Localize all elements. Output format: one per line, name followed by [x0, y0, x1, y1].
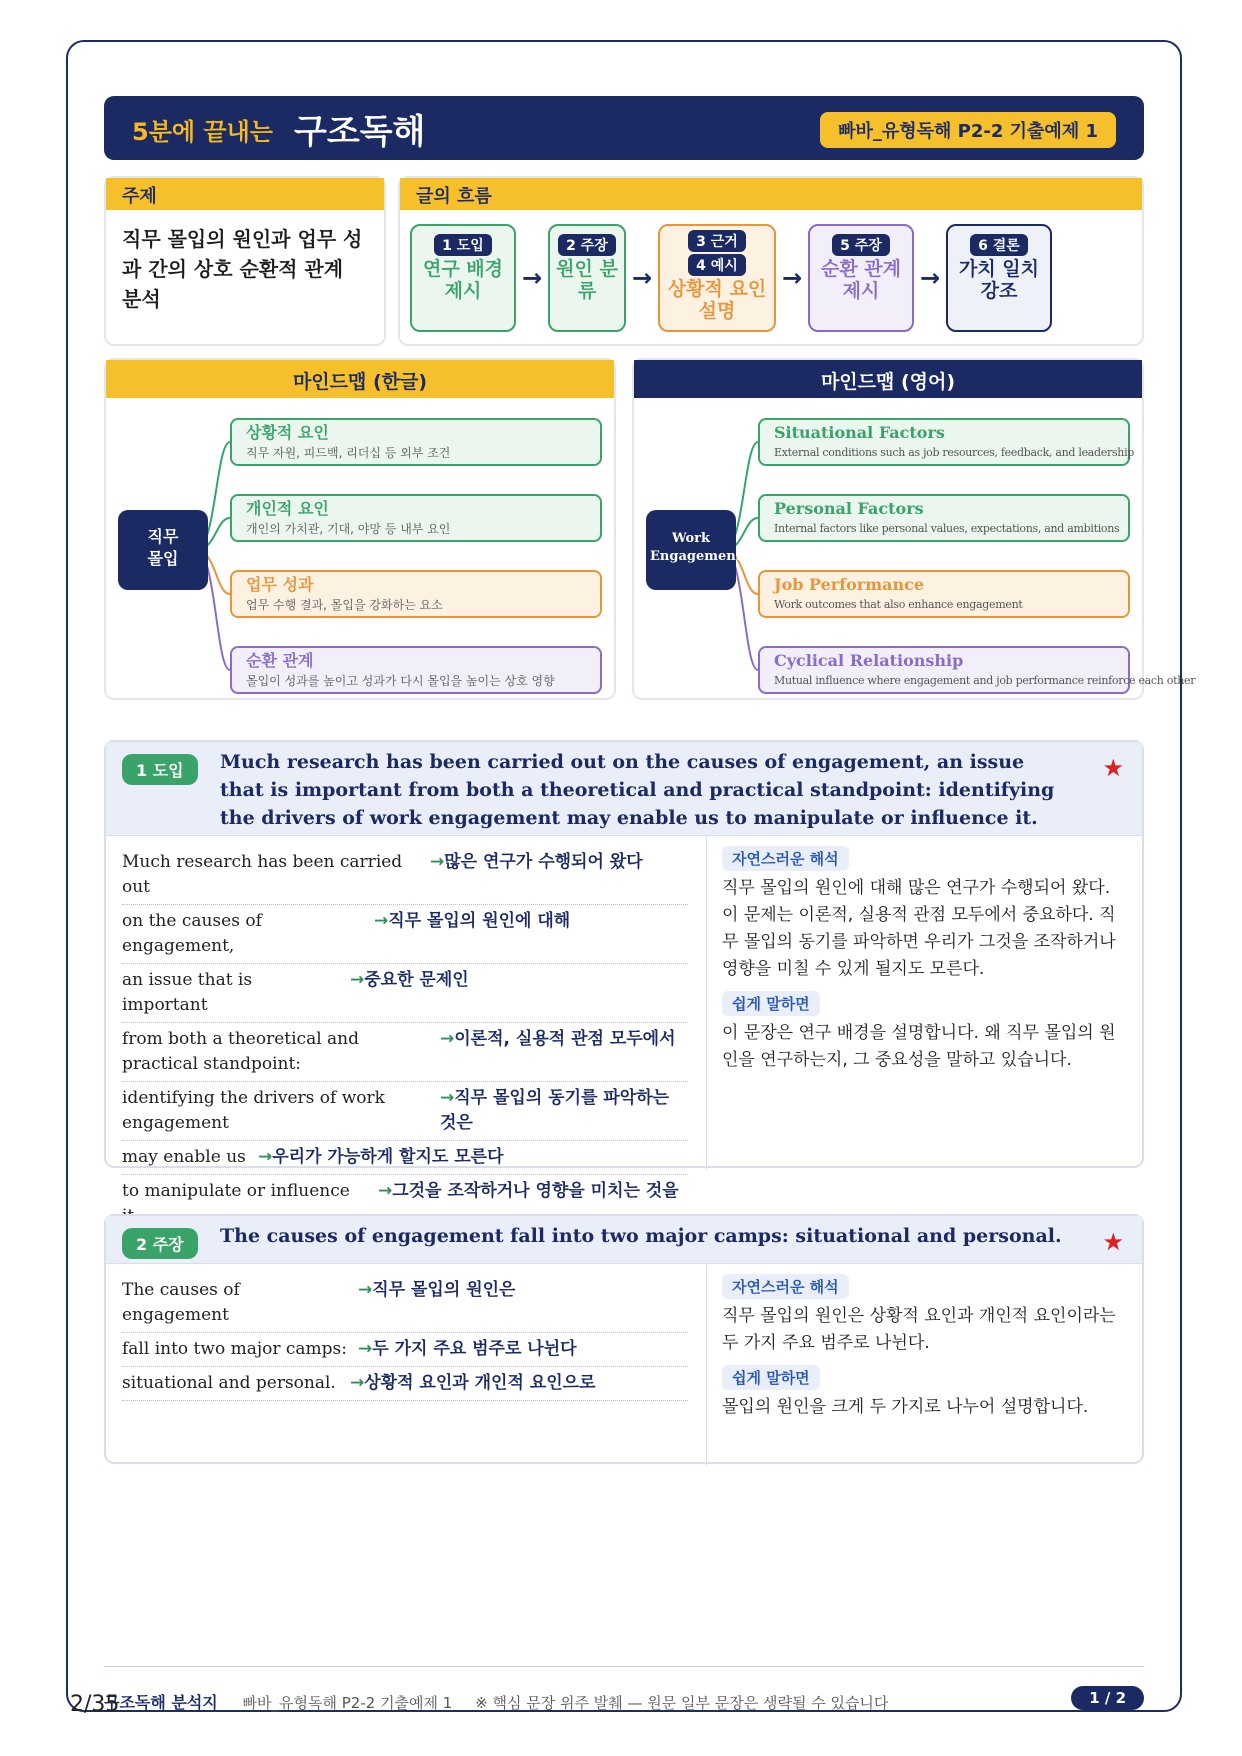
flow-step [548, 224, 626, 332]
arrow-icon: → [440, 1029, 455, 1049]
chunk-korean [432, 1086, 688, 1136]
mindmap-node [758, 570, 1130, 618]
chunk-korean-text: 중요한 문제인 [364, 970, 469, 990]
easy-explanation: 몰입의 원인을 크게 두 가지로 나누어 설명합니다. [722, 1397, 1089, 1417]
arrow-icon: → [440, 1088, 455, 1108]
topic-label: 주제 [106, 178, 384, 210]
chunk-english: on the causes of engagement, [122, 911, 262, 956]
arrow-icon: → [358, 1339, 373, 1359]
chunk-korean [350, 1337, 577, 1362]
sentence-tag: 2 주장 [122, 1228, 198, 1259]
easy-label: 쉽게 말하면 [722, 991, 820, 1016]
chunk-english: an issue that is important [122, 970, 253, 1015]
flow-step-tag: 3 근거 [688, 230, 746, 252]
chunk-english: The causes of engagement [122, 1280, 240, 1325]
mindmap-english-title: 마인드맵 (영어) [634, 360, 1142, 398]
flow-step-tag: 4 예시 [688, 254, 746, 276]
natural-translation: 직무 몰입의 원인은 상황적 요인과 개인적 요인이라는 두 가지 주요 범주로 나뉜다. [722, 1306, 1116, 1353]
chunk-korean-text: 그것을 조작하거나 영향을 미치는 것을 [392, 1181, 679, 1201]
chunk-korean [342, 968, 469, 1018]
mindmap-center: 직무 몰입 [118, 510, 208, 590]
chunk-row [122, 905, 688, 964]
chunk-row [122, 1333, 688, 1367]
chunk-row [122, 1367, 688, 1401]
mindmap-node [758, 494, 1130, 542]
chunk-row [122, 1082, 688, 1141]
arrow-icon: → [358, 1280, 373, 1300]
flow-arrow: → [782, 264, 803, 292]
easy-explanation: 이 문장은 연구 배경을 설명합니다. 왜 직무 몰입의 원인을 연구하는지, 그 중요성을 말하고 있습니다. [722, 1023, 1116, 1070]
chunk-english: may enable us [122, 1147, 246, 1167]
mindmap-korean [104, 358, 616, 700]
mindmap-center: Work Engagement [646, 510, 736, 590]
flow-step-label: 상황적 요인 설명 [667, 278, 767, 322]
mindmap-node-title: 업무 성과 [246, 575, 314, 594]
mindmap-node-desc: Internal factors like personal values, expectations, and ambitions [774, 522, 1120, 535]
footer [104, 1690, 888, 1713]
chunk-korean-text: 직무 몰입의 원인은 [372, 1280, 516, 1300]
footer-source: 빠바_유형독해 P2-2 기출예제 1 [242, 1694, 453, 1712]
chunk-list [122, 1274, 688, 1401]
flow-step-label: 원인 분류 [556, 258, 618, 302]
mindmap-node-title: Cyclical Relationship [774, 651, 964, 670]
page-indicator: 1 / 2 [1071, 1686, 1144, 1710]
sentence-header [106, 742, 1142, 836]
chunk-row [122, 1274, 688, 1333]
flow-step-label: 순환 관계 제시 [820, 258, 902, 302]
chunk-english: from both a theoretical and practical standpoint: [122, 1029, 360, 1074]
natural-translation: 직무 몰입의 원인에 대해 많은 연구가 수행되어 왔다. 이 문제는 이론적, 실용적 관점 모두에서 중요하다. 직무 몰입의 동기를 파악하면 우리가 그것을 조작하거나 영향을 미칠 수 있게 될지도 모른다. [722, 878, 1116, 979]
mindmap-node-title: Situational Factors [774, 423, 945, 442]
sentence-text: Much research has been carried out on the causes of engagement, an issue that is important from both a theoretical and practical standpoint: identifying the drivers of work engagement may enable us to manipulate or influence it. [220, 751, 1055, 829]
chunk-row [122, 1141, 688, 1175]
chunk-korean [432, 1027, 676, 1077]
flow-step [410, 224, 516, 332]
chunk-row [122, 1023, 688, 1082]
flow-box [398, 176, 1144, 346]
sentence-block [104, 1214, 1144, 1464]
sentence-text: The causes of engagement fall into two major camps: situational and personal. [220, 1225, 1062, 1247]
mindmap-node-title: Job Performance [774, 575, 925, 594]
chunk-korean-text: 직무 몰입의 원인에 대해 [388, 911, 571, 931]
chunk-english: situational and personal. [122, 1373, 336, 1393]
flow-step [808, 224, 914, 332]
mindmap-node-desc: 직무 자원, 피드백, 리더십 등 외부 조건 [246, 446, 451, 460]
arrow-icon: → [350, 1373, 365, 1393]
sentence-block [104, 740, 1144, 1201]
flow-label: 글의 흐름 [400, 178, 1142, 210]
flow-step-tag: 2 주장 [558, 234, 616, 256]
flow-arrow: → [920, 264, 941, 292]
interpretation-panel [722, 1274, 1122, 1429]
mindmap-node-title: Personal Factors [774, 499, 924, 518]
page-frame [66, 40, 1196, 1712]
header-subtitle: 5분에 끝내는 [132, 118, 273, 146]
chunk-english: to manipulate or influence [122, 1181, 350, 1201]
topic-box [104, 176, 386, 346]
footer-note: ※ 핵심 문장 위주 발췌 — 원문 일부 문장은 생략될 수 있습니다 [475, 1694, 889, 1712]
arrow-icon: → [378, 1181, 393, 1201]
natural-label: 자연스러운 해석 [722, 846, 849, 871]
chunk-korean [366, 909, 570, 959]
mindmap-node-title: 순환 관계 [246, 651, 314, 670]
flow-arrow: → [522, 264, 543, 292]
natural-label: 자연스러운 해석 [722, 1274, 849, 1299]
easy-label: 쉽게 말하면 [722, 1365, 820, 1390]
chunk-english: Much research has been carried out [122, 852, 403, 897]
sentence-header [106, 1216, 1142, 1264]
mindmap-korean-title: 마인드맵 (한글) [106, 360, 614, 398]
column-divider [706, 836, 707, 1170]
page-number: 2/35 [70, 1692, 120, 1717]
mindmap-node-desc: Work outcomes that also enhance engagement [774, 598, 1023, 611]
flow-step-tag: 6 결론 [970, 234, 1028, 256]
mindmap-node [230, 418, 602, 466]
mindmap-english [632, 358, 1196, 700]
chunk-korean-text: 우리가 가능하게 할지도 모른다 [272, 1147, 504, 1167]
chunk-english: identifying the drivers of work engagement [122, 1088, 385, 1133]
chunk-korean [342, 1371, 596, 1396]
chunk-list [122, 846, 688, 1234]
chunk-row [122, 964, 688, 1023]
flow-step-tag: 1 도입 [434, 234, 492, 256]
flow-step [658, 224, 776, 332]
chunk-english: fall into two major camps: [122, 1339, 347, 1359]
flow-step-label: 연구 배경 제시 [422, 258, 504, 302]
sentence-tag: 1 도입 [122, 754, 198, 785]
mindmap-node [758, 418, 1135, 466]
mindmap-node-desc: 몰입이 성과를 높이고 성과가 다시 몰입을 높이는 상호 영향 [246, 674, 555, 688]
mindmap-node [230, 494, 602, 542]
interpretation-panel [722, 846, 1122, 1082]
flow-step-tag: 5 주장 [832, 234, 890, 256]
header-title: 구조독해 [294, 112, 426, 152]
footer-title: 구조독해 분석지 [104, 1693, 218, 1712]
page-header [104, 96, 1144, 160]
chunk-korean [350, 1278, 515, 1328]
mindmap-node-desc: 개인의 가치관, 기대, 야망 등 내부 요인 [246, 522, 451, 536]
chunk-korean-text: 직무 몰입의 동기를 파악하는 것은 [440, 1088, 670, 1133]
arrow-icon: → [258, 1147, 273, 1167]
arrow-icon: → [350, 970, 365, 990]
star-icon: ★ [1102, 1228, 1124, 1256]
mindmap-node [230, 570, 602, 618]
footer-divider [104, 1666, 1144, 1667]
topic-text: 직무 몰입의 원인과 업무 성과 간의 상호 순환적 관계 분석 [122, 227, 363, 311]
chunk-korean [250, 1145, 504, 1170]
star-icon: ★ [1102, 754, 1124, 782]
chunk-korean [422, 850, 643, 900]
chunk-korean-text: 이론적, 실용적 관점 모두에서 [454, 1029, 676, 1049]
flow-step [946, 224, 1052, 332]
arrow-icon: → [430, 852, 445, 872]
mindmap-node [758, 646, 1196, 694]
mindmap-node-desc: Mutual influence where engagement and job performance reinforce each other [774, 674, 1196, 687]
source-badge: 빠바_유형독해 P2-2 기출예제 1 [820, 112, 1116, 148]
flow-step-label: 가치 일치 강조 [958, 258, 1040, 302]
arrow-icon: → [374, 911, 389, 931]
chunk-korean-text: 상황적 요인과 개인적 요인으로 [364, 1373, 596, 1393]
mindmap-node-desc: 업무 수행 결과, 몰입을 강화하는 요소 [246, 598, 443, 612]
flow-arrow: → [632, 264, 653, 292]
mindmap-node-desc: External conditions such as job resources, feedback, and leadership [774, 446, 1135, 459]
chunk-row [122, 846, 688, 905]
mindmap-node-title: 개인적 요인 [246, 499, 329, 518]
chunk-korean-text: 두 가지 주요 범주로 나뉜다 [372, 1339, 577, 1359]
column-divider [706, 1264, 707, 1466]
mindmap-node-title: 상황적 요인 [246, 423, 329, 442]
mindmap-node [230, 646, 602, 694]
chunk-korean-text: 많은 연구가 수행되어 왔다 [444, 852, 643, 872]
